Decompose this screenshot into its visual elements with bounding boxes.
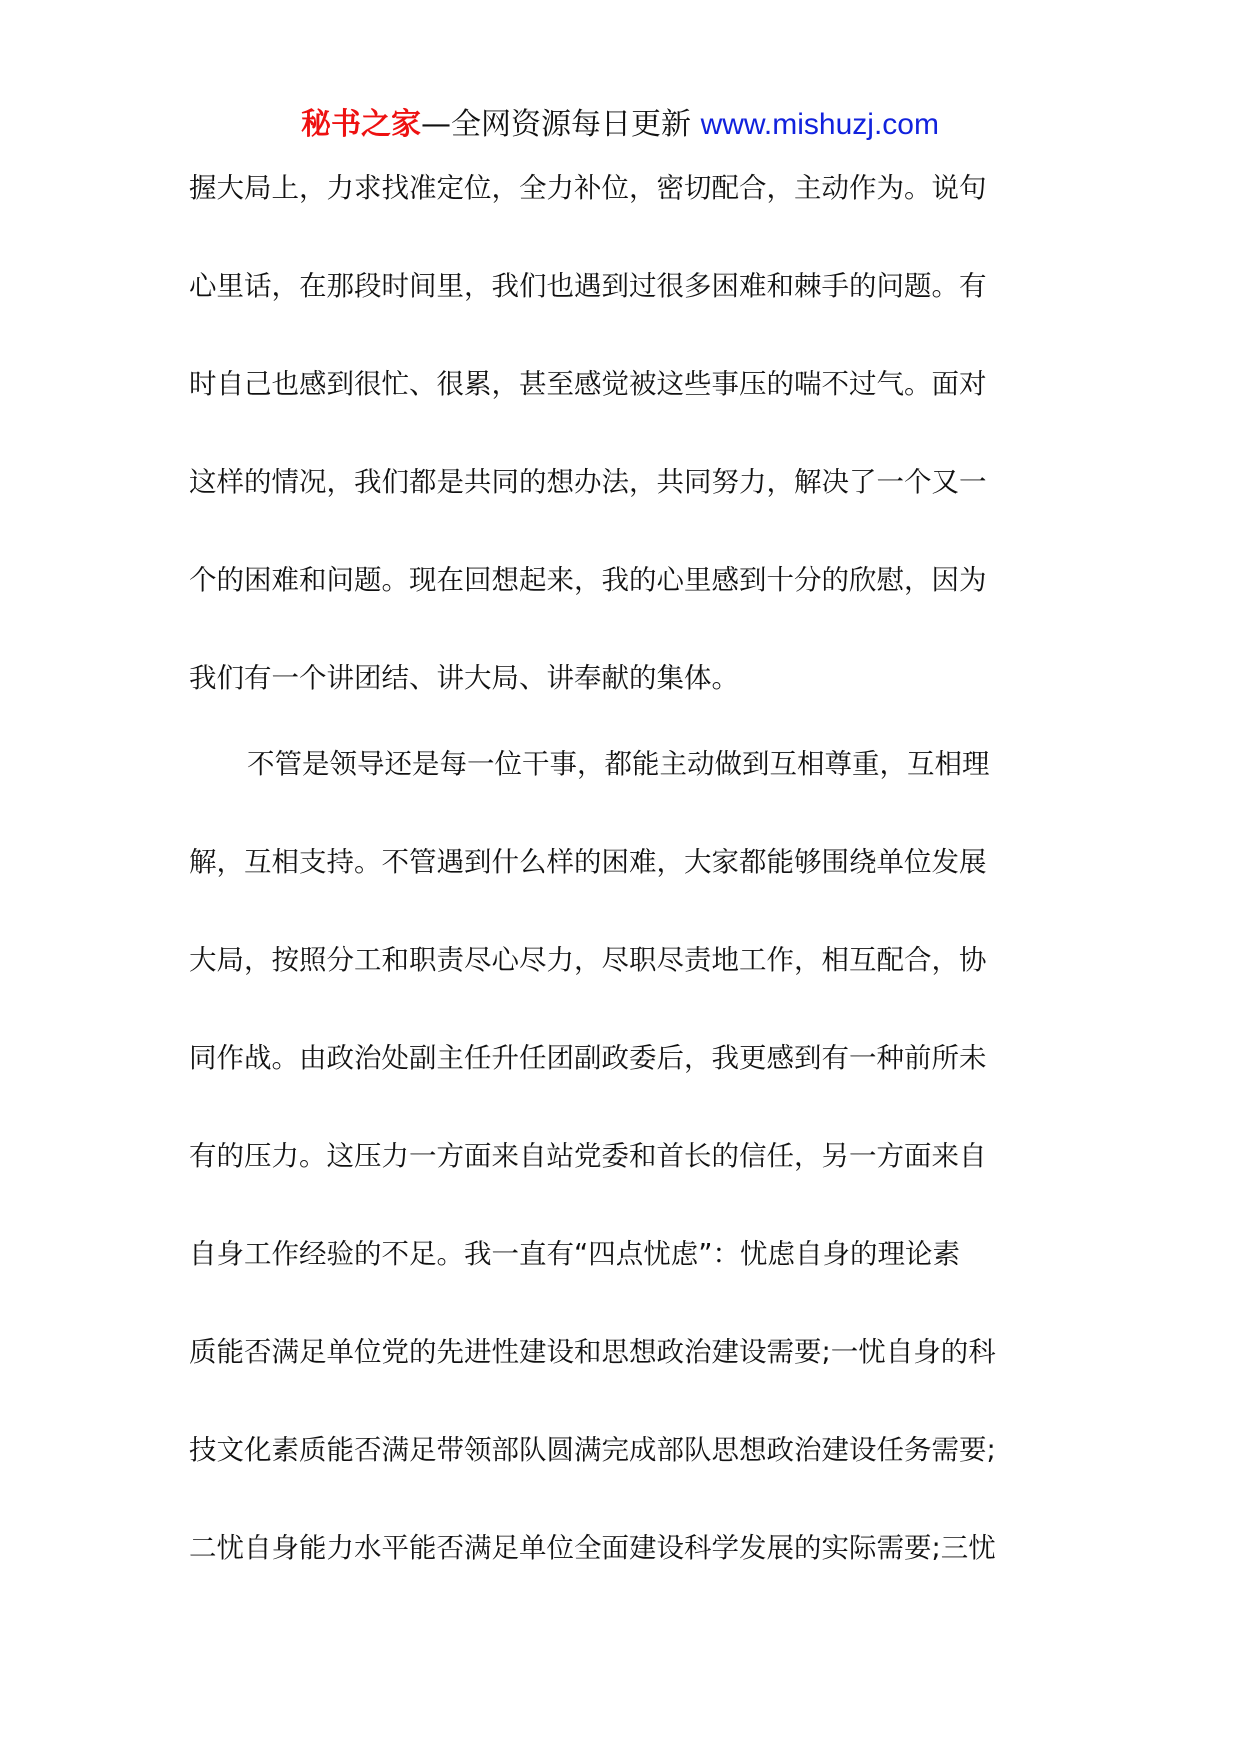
header-slogan: —全网资源每日更新 — [421, 107, 701, 142]
header-brand: 秘书之家 — [301, 107, 422, 142]
body-line: 同作战。由政治处副主任升任团副政委后，我更感到有一种前所未 — [189, 1042, 987, 1074]
page-header — [0, 105, 1240, 145]
body-line: 技文化素质能否满足带领部队圆满完成部队思想政治建设任务需要; — [189, 1434, 996, 1466]
body-line: 解，互相支持。不管遇到什么样的困难，大家都能够围绕单位发展 — [189, 846, 987, 878]
body-line: 自身工作经验的不足。我一直有“四点忧虑”：忧虑自身的理论素 — [189, 1238, 960, 1270]
paragraph-first-line: 不管是领导还是每一位干事，都能主动做到互相尊重，互相理 — [247, 748, 990, 780]
body-line: 质能否满足单位党的先进性建设和思想政治建设需要;一忧自身的科 — [189, 1336, 996, 1368]
body-line: 这样的情况，我们都是共同的想办法，共同努力，解决了一个又一 — [189, 466, 987, 498]
body-line: 时自己也感到很忙、很累，甚至感觉被这些事压的喘不过气。面对 — [189, 368, 987, 400]
body-line: 二忧自身能力水平能否满足单位全面建设科学发展的实际需要;三忧 — [189, 1532, 996, 1564]
body-line: 有的压力。这压力一方面来自站党委和首长的信任，另一方面来自 — [189, 1140, 987, 1172]
header-url-link[interactable]: www.mishuzj.com — [700, 108, 939, 141]
body-line: 个的困难和问题。现在回想起来，我的心里感到十分的欣慰，因为 — [189, 564, 987, 596]
body-line: 心里话，在那段时间里，我们也遇到过很多困难和棘手的问题。有 — [189, 270, 987, 302]
body-line: 握大局上，力求找准定位，全力补位，密切配合，主动作为。说句 — [189, 172, 987, 204]
body-line: 我们有一个讲团结、讲大局、讲奉献的集体。 — [189, 662, 739, 694]
body-line: 大局，按照分工和职责尽心尽力，尽职尽责地工作，相互配合，协 — [189, 944, 987, 976]
